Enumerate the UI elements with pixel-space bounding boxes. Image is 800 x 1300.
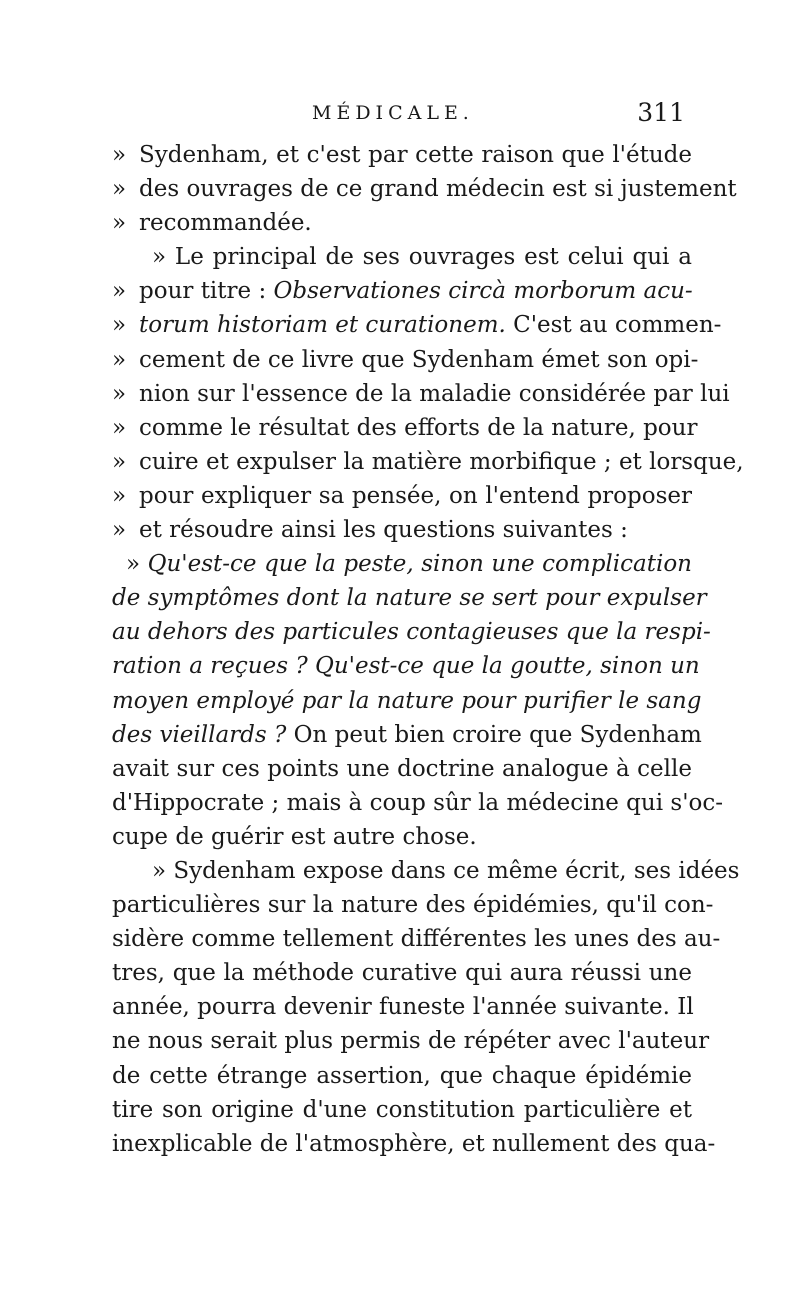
quote-mark: » — [112, 380, 127, 407]
text-line — [112, 172, 737, 206]
quotation-italic: au dehors des particules contagieuses que la respi- — [112, 619, 711, 646]
text-line — [112, 1059, 692, 1093]
text-line — [112, 888, 714, 922]
line-text: inexplicable de l'atmosphère, et nullement des qua- — [112, 1130, 716, 1157]
book-title-italic: torum historiam et curationem. — [139, 312, 506, 339]
text-line — [112, 308, 722, 342]
line-text: sidère comme tellement différentes les unes des au- — [112, 926, 721, 953]
text-line — [112, 377, 730, 411]
line-text: Sydenham, et c'est par cette raison que l'étude — [139, 142, 692, 168]
text-line — [112, 1127, 716, 1161]
line-text: tire son origine d'une constitution particulière et — [112, 1096, 692, 1123]
text-line — [112, 581, 707, 615]
text-line — [112, 479, 692, 513]
line-text: cement de ce livre que Sydenham émet son opi- — [139, 346, 699, 373]
line-text: cuire et expulser la matière morbifique ; et lorsque, — [139, 448, 744, 475]
quote-mark: » — [112, 176, 127, 203]
text-line — [112, 718, 702, 752]
text-line — [112, 547, 692, 581]
line-text: » Le principal de ses ouvrages est celui qui a — [152, 244, 692, 271]
line-text: ne nous serait plus permis de répéter avec l'auteur — [112, 1028, 710, 1055]
text-line — [112, 274, 692, 308]
line-text: et résoudre ainsi les questions suivantes : — [139, 517, 628, 544]
line-text: tres, que la méthode curative qui aura réussi une — [112, 960, 692, 987]
line-prefix: » — [126, 551, 148, 578]
quotation-italic: ration a reçues ? Qu'est-ce que la goutte, sinon un — [112, 653, 700, 680]
line-text: cupe de guérir est autre chose. — [112, 823, 477, 850]
running-head — [120, 98, 685, 132]
text-line — [112, 240, 692, 274]
line-text: On peut bien croire que Sydenham — [286, 721, 702, 748]
text-line — [112, 138, 692, 172]
line-text: C'est au commen- — [505, 312, 722, 339]
text-line — [112, 615, 711, 649]
quote-mark: » — [112, 346, 127, 373]
text-line — [112, 343, 699, 377]
quotation-italic: moyen employé par la nature pour purifier le sang — [112, 687, 702, 714]
running-title: MÉDICALE. — [312, 102, 474, 124]
line-text: comme le résultat des efforts de la nature, pour — [139, 414, 698, 441]
line-text: recommandée. — [139, 210, 312, 237]
text-line — [112, 854, 740, 888]
page-number: 311 — [637, 98, 685, 127]
line-text: nion sur l'essence de la maladie considérée par lui — [139, 380, 730, 407]
book-title-italic: Observationes circà morborum acu- — [273, 278, 693, 305]
text-line — [112, 752, 692, 786]
quotation-italic: des vieillards ? — [112, 721, 287, 748]
text-line — [112, 786, 724, 820]
body-text-block — [112, 138, 744, 1161]
quote-mark: » — [112, 482, 127, 509]
quote-mark: » — [112, 517, 127, 544]
quote-mark: » — [112, 278, 127, 305]
quotation-italic: de symptômes dont la nature se sert pour expulser — [112, 585, 707, 612]
quote-mark: » — [112, 414, 127, 441]
line-text: » Sydenham expose dans ce même écrit, ses idées — [152, 857, 740, 884]
text-line — [112, 445, 744, 479]
line-text: année, pourra devenir funeste l'année suivante. Il — [112, 994, 694, 1021]
text-line — [112, 1093, 692, 1127]
line-text: particulières sur la nature des épidémies, qu'il con- — [112, 892, 714, 919]
quote-mark: » — [112, 448, 127, 475]
quote-mark: » — [112, 142, 127, 168]
text-line — [112, 411, 698, 445]
quotation-italic: Qu'est-ce que la peste, sinon une complication — [147, 551, 692, 578]
text-line — [112, 922, 721, 956]
quote-mark: » — [112, 312, 127, 339]
text-line — [112, 513, 692, 547]
text-line — [112, 956, 692, 990]
text-line — [112, 820, 692, 854]
text-line — [112, 649, 700, 683]
line-text: pour titre : — [139, 278, 274, 305]
line-text: avait sur ces points une doctrine analogue à celle — [112, 755, 692, 782]
text-line — [112, 206, 692, 240]
line-text: pour expliquer sa pensée, on l'entend proposer — [139, 482, 692, 509]
text-line — [112, 1024, 710, 1058]
line-text: de cette étrange assertion, que chaque épidémie — [112, 1062, 692, 1089]
text-line — [112, 684, 702, 718]
line-text: d'Hippocrate ; mais à coup sûr la médecine qui s'oc- — [112, 789, 724, 816]
line-text: des ouvrages de ce grand médecin est si justement — [139, 176, 737, 203]
quote-mark: » — [112, 210, 127, 237]
text-line — [112, 990, 692, 1024]
